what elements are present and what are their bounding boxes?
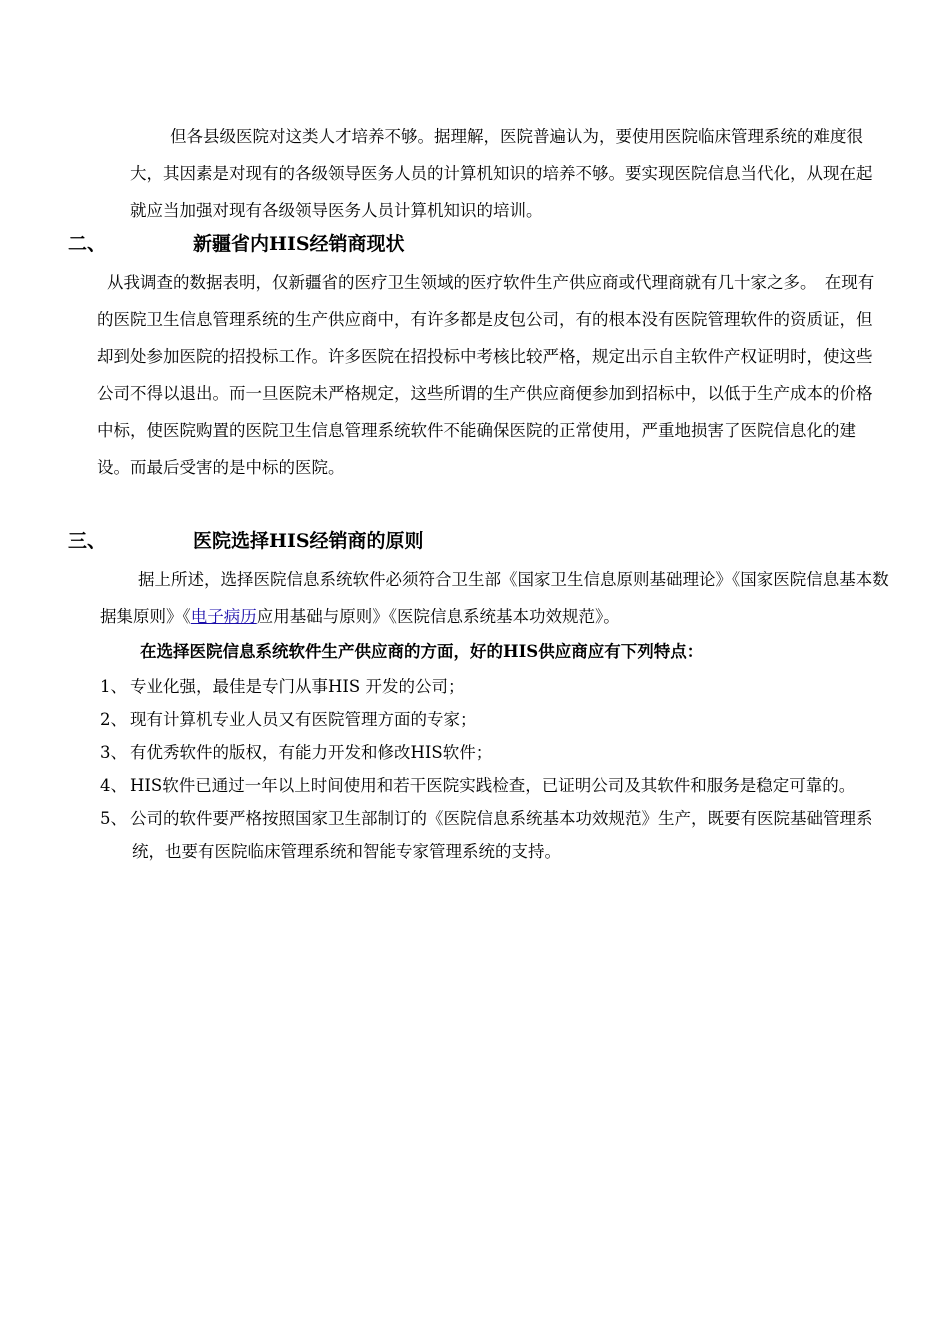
list-item-text: HIS软件已通过一年以上时间使用和若干医院实践检查，已证明公司及其软件和服务是稳定可靠的。	[130, 776, 856, 795]
list-item	[100, 769, 890, 802]
list-item-number: 3、	[100, 743, 127, 762]
section-3-body	[100, 561, 890, 635]
section-3-number: 三、	[68, 530, 107, 552]
section-3-body-after-link: 应用基础与原则》《医院信息系统基本功效规范》。	[256, 607, 620, 626]
section-3-title: 医院选择HIS经销商的原则	[193, 530, 424, 552]
section-2-body: 从我调查的数据表明，仅新疆省的医疗卫生领域的医疗软件生产供应商或代理商就有几十家之多。 在现有的医院卫生信息管理系统的生产供应商中，有许多都是皮包公司，有的根本没有医院管理软件的资质证，但却到处参加医院的招投标工作。许多医院在招投标中考核比较严格，规定出示自主软件产权证明时，使这些公司不得以退出。而一旦医院未严格规定，这些所谓的生产供应商便参加到招标中，以低于生产成本的价格中标，使医院购置的医院卫生信息管理系统软件不能确保医院的正常使用，严重地损害了医院信息化的建设。而最后受害的是中标的医院。	[97, 273, 875, 477]
criteria-intro: 在选择医院信息系统软件生产供应商的方面，好的HIS供应商应有下列特点：	[140, 642, 704, 661]
list-item-number: 5、	[100, 809, 127, 828]
list-item-number: 4、	[100, 776, 127, 795]
list-item-number: 1、	[100, 677, 127, 696]
emr-link[interactable]: 电子病历	[190, 607, 257, 626]
section-2-number: 二、	[68, 233, 107, 255]
criteria-list	[100, 670, 890, 868]
paragraph-continuation: 但各县级医院对这类人才培养不够。据理解，医院普遍认为，要使用医院临床管理系统的难度很大，其因素是对现有的各级领导医务人员的计算机知识的培养不够。要实现医院信息当代化，从现在起就应当加强对现有各级领导医务人员计算机知识的培训。	[130, 127, 873, 220]
list-item-text: 公司的软件要严格按照国家卫生部制订的《医院信息系统基本功效规范》生产，既要有医院基础管理系统，也要有医院临床管理系统和智能专家管理系统的支持。	[130, 809, 873, 861]
section-3-body-before-link: 据上所述，选择医院信息系统软件必须符合卫生部《国家卫生信息原则基础理论》《国家医院信息基本数据集原则》《	[100, 570, 889, 626]
list-item	[100, 736, 890, 769]
list-item-text: 有优秀软件的版权，有能力开发和修改HIS软件；	[130, 743, 493, 762]
list-item	[100, 703, 890, 736]
section-2-title: 新疆省内HIS经销商现状	[193, 233, 405, 255]
list-item	[100, 670, 890, 703]
list-item-number: 2、	[100, 710, 127, 729]
section-2-heading	[68, 229, 888, 259]
list-item	[100, 802, 890, 868]
list-item-text: 现有计算机专业人员又有医院管理方面的专家；	[130, 710, 477, 729]
section-3-heading	[68, 526, 888, 556]
list-item-text: 专业化强，最佳是专门从事HIS 开发的公司；	[130, 677, 465, 696]
